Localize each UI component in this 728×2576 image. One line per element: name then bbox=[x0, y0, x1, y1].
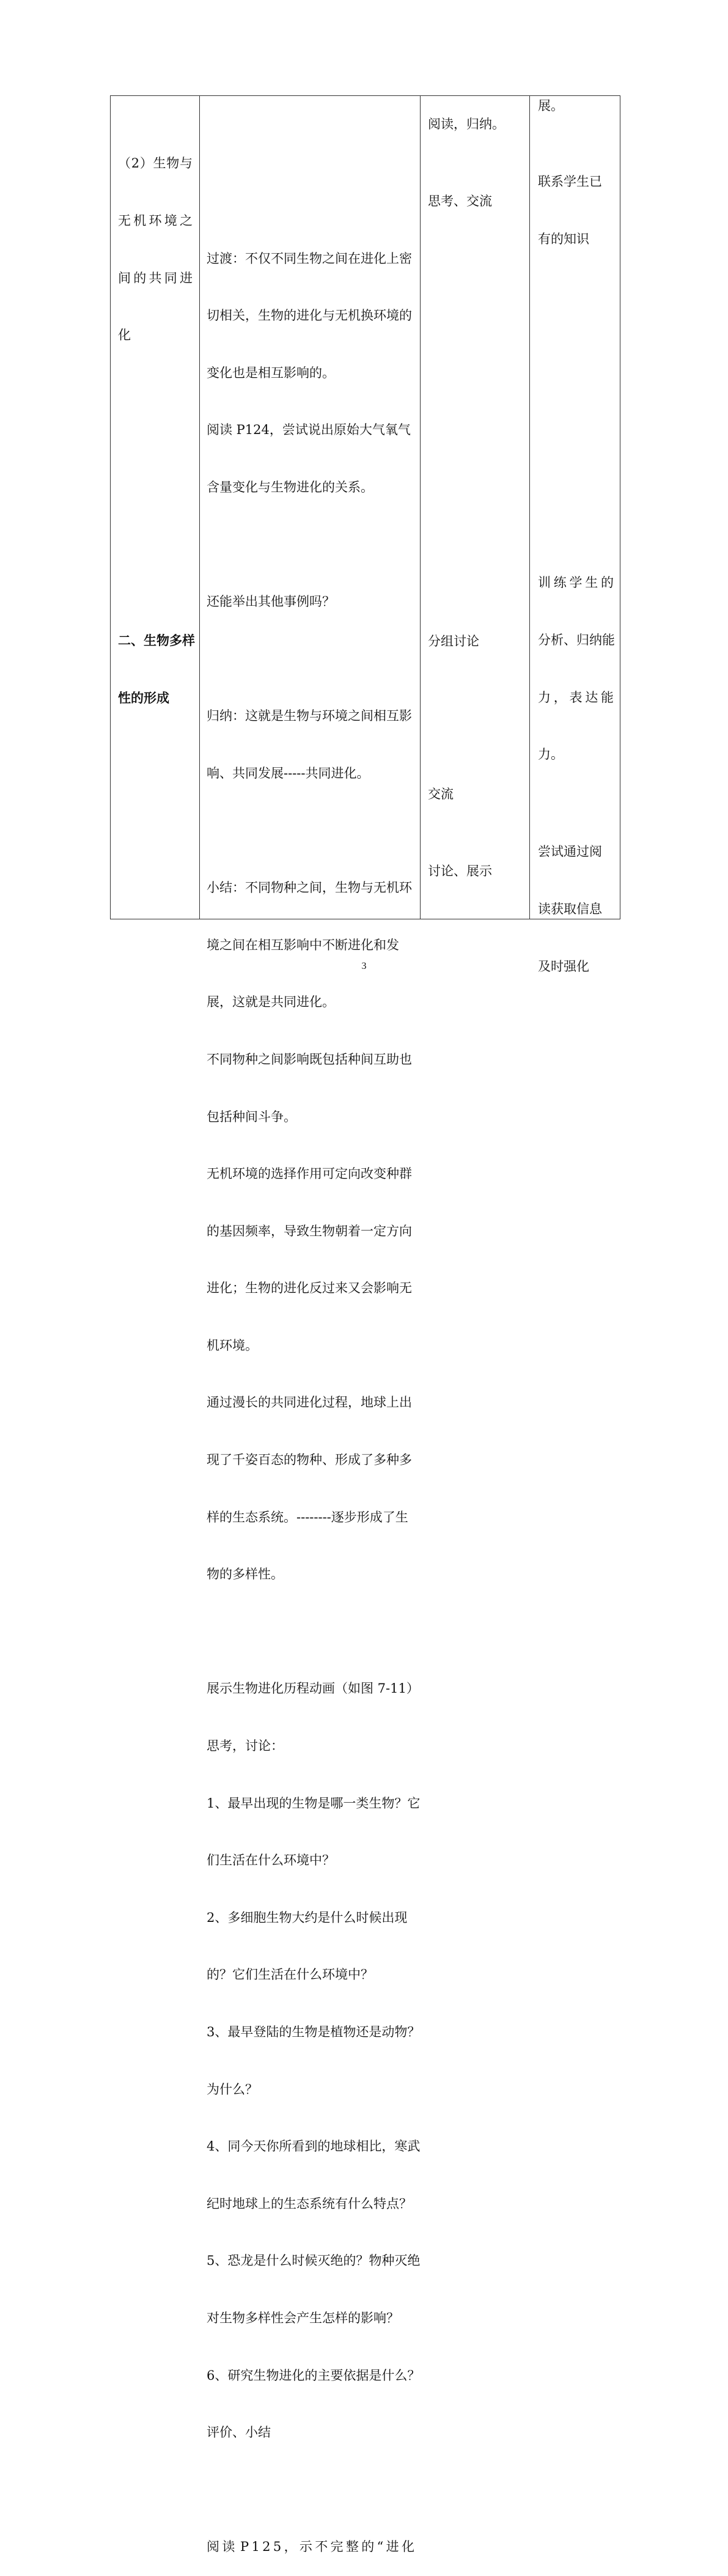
content-line: 包括种间斗争。 bbox=[207, 1109, 296, 1124]
content-line bbox=[207, 535, 414, 554]
content-line: 4、同今天你所看到的地球相比，寒武 bbox=[207, 2139, 421, 2154]
activity-read-summarize: 阅读，归纳。 bbox=[428, 117, 505, 131]
intent-line: 力 ， 表 达 能 bbox=[538, 690, 614, 705]
content-line: 的？它们生活在什么环境中？ bbox=[207, 1967, 373, 1982]
intent-train-analysis bbox=[538, 535, 614, 784]
heading-line: 无 机 环 境 之 bbox=[118, 213, 193, 228]
content-line: 过渡：不仅不同生物之间在进化上密 bbox=[207, 251, 412, 266]
content-line: 物的多样性。 bbox=[207, 1567, 284, 1582]
content-line: 的基因频率，导致生物朝着一定方向 bbox=[207, 1223, 412, 1238]
content-line: 5、恐龙是什么时候灭绝的？物种灭绝 bbox=[207, 2253, 421, 2269]
content-line: 响、共同发展-----共同进化。 bbox=[207, 765, 370, 781]
content-line: 们生活在什么环境中？ bbox=[207, 1853, 335, 1868]
intent-line: 有的知识 bbox=[538, 232, 589, 246]
content-line: 纪时地球上的生态系统有什么特点？ bbox=[207, 2196, 412, 2211]
section-diversity-heading bbox=[118, 593, 197, 726]
content-line: 1、最早出现的生物是哪一类生物？它 bbox=[207, 1795, 421, 1811]
intent-line: 及时强化 bbox=[538, 959, 589, 974]
content-line: 进化；生物的进化反过来又会影响无 bbox=[207, 1281, 412, 1296]
content-line: 变化也是相互影响的。 bbox=[207, 365, 335, 380]
content-line: 思考，讨论： bbox=[207, 1739, 284, 1754]
content-line: 无机环境的选择作用可定向改变种群 bbox=[207, 1166, 412, 1182]
content-line bbox=[207, 650, 414, 669]
intent-line: 联系学生已 bbox=[538, 174, 602, 190]
content-line bbox=[207, 822, 414, 841]
content-line: 6、研究生物进化的主要依据是什么？ bbox=[207, 2368, 421, 2383]
content-line bbox=[207, 134, 414, 153]
content-line: 2、多细胞生物大约是什么时候出现 bbox=[207, 1910, 408, 1925]
intent-line: 训 练 学 生 的 bbox=[538, 575, 614, 591]
heading-line: 间 的 共 同 进 bbox=[118, 270, 193, 285]
heading-line: 二、生物多样 bbox=[118, 633, 195, 649]
column-divider-2 bbox=[420, 96, 421, 919]
content-line: 归纳：这就是生物与环境之间相互影 bbox=[207, 708, 412, 724]
content-line: 境之间在相互影响中不断进化和发 bbox=[207, 937, 399, 952]
content-line: 对生物多样性会产生怎样的影响？ bbox=[207, 2310, 399, 2325]
heading-line: （ 2 ） 生 物 与 bbox=[118, 156, 193, 171]
content-line: 为什么？ bbox=[207, 2081, 258, 2097]
section-coevolution-environment-heading bbox=[118, 116, 193, 364]
content-line: 机环境。 bbox=[207, 1338, 258, 1353]
intent-line: 尝试通过阅 bbox=[538, 844, 602, 859]
heading-line: 性的形成 bbox=[118, 690, 169, 705]
intent-connect-prior-knowledge bbox=[538, 134, 612, 268]
content-line: 展，这就是共同进化。 bbox=[207, 995, 335, 1010]
content-line: 切相关，生物的进化与无机换环境的 bbox=[207, 308, 412, 323]
content-line: 小结：不同物种之间，生物与无机环 bbox=[207, 880, 412, 896]
content-line: 展示生物进化历程动画（如图 7-11） bbox=[207, 1681, 419, 1696]
content-line: 现了千姿百态的物种、形成了多种多 bbox=[207, 1452, 412, 1468]
activity-discuss-show: 讨论、展示 bbox=[428, 864, 492, 878]
content-line: 含量变化与生物进化的关系。 bbox=[207, 479, 373, 495]
content-line bbox=[207, 2481, 414, 2500]
activity-group-discussion: 分组讨论 bbox=[428, 634, 479, 649]
activity-exchange: 交流 bbox=[428, 787, 454, 801]
content-line bbox=[207, 1622, 414, 1641]
teaching-content bbox=[207, 97, 421, 2576]
content-line: 样的生态系统。--------逐步形成了生 bbox=[207, 1509, 408, 1525]
page-number: 3 bbox=[361, 961, 367, 971]
content-line: 通过漫长的共同进化过程，地球上出 bbox=[207, 1395, 412, 1410]
content-line: 还能举出其他事例吗？ bbox=[207, 594, 335, 609]
column-divider-1 bbox=[199, 96, 200, 919]
content-line: 不同物种之间影响既包括种间互助也 bbox=[207, 1051, 412, 1067]
activity-think-exchange: 思考、交流 bbox=[428, 194, 492, 208]
heading-line: 化 bbox=[118, 328, 131, 343]
content-line: 阅读 P124，尝试说出原始大气氧气 bbox=[207, 422, 411, 438]
intent-line: 力。 bbox=[538, 747, 564, 762]
content-line: 阅 读 P 1 2 5 ， 示 不 完 整 的 “ 进 化 bbox=[207, 2539, 414, 2555]
content-line: 评价、小结 bbox=[207, 2425, 271, 2440]
content-line: 3、最早登陆的生物是植物还是动物？ bbox=[207, 2025, 421, 2039]
intent-line: 读获取信息 bbox=[538, 902, 602, 916]
intent-line: 分析、归纳能 bbox=[538, 633, 615, 647]
column-divider-3 bbox=[529, 96, 530, 919]
content-line bbox=[207, 192, 414, 211]
intent-zhan: 展。 bbox=[538, 98, 564, 113]
